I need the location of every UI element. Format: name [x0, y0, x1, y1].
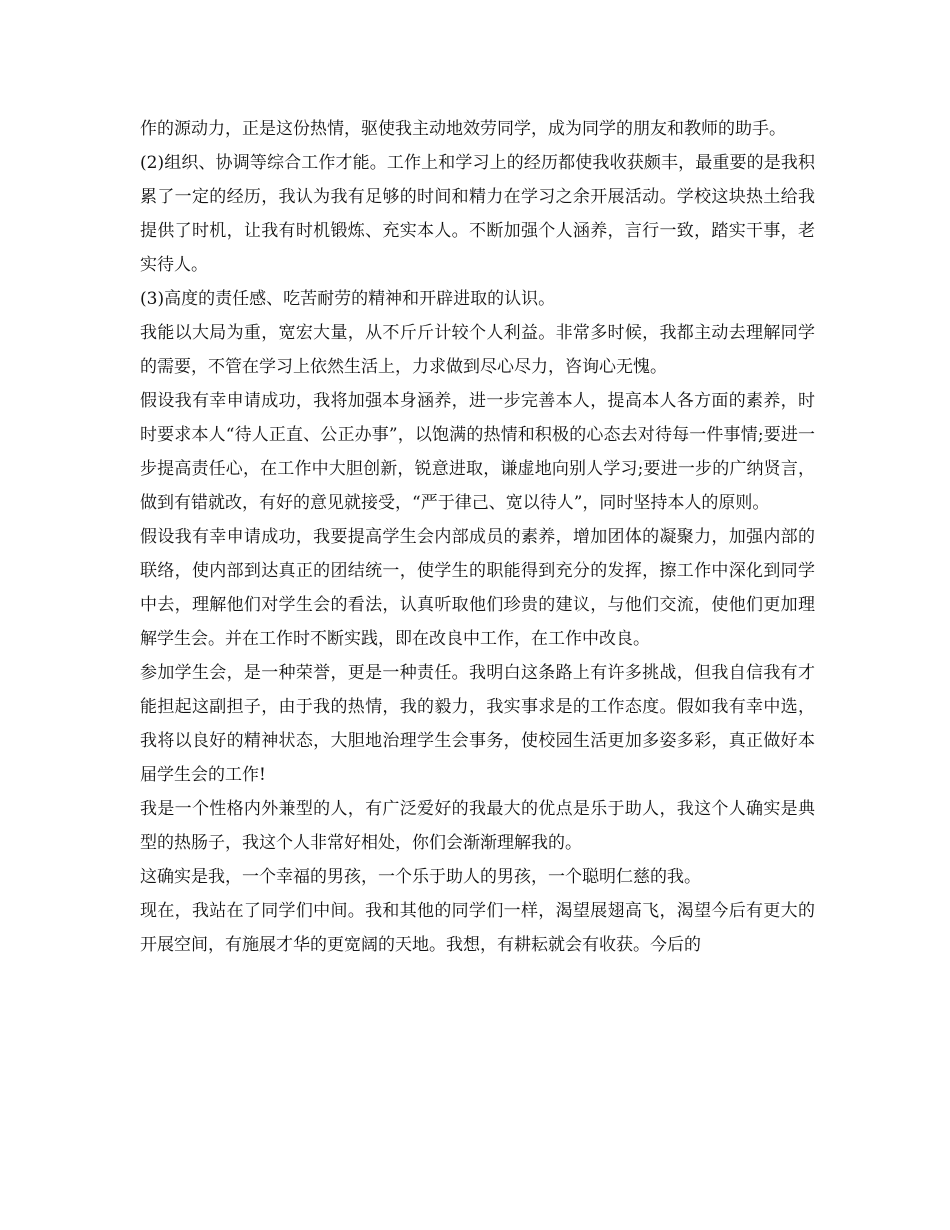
document-body: [140, 112, 815, 962]
paragraph: (2)组织、协调等综合工作才能。工作上和学习上的经历都使我收获颇丰，最重要的是我积累了一定的经历，我认为我有足够的时间和精力在学习之余开展活动。学校这块热土给我提供了时机，让我有时机锻炼、充实本人。不断加强个人涵养，言行一致，踏实干事，老实待人。: [140, 153, 815, 275]
paragraph: 我是一个性格内外兼型的人，有广泛爱好的我最大的优点是乐于助人，我这个人确实是典型的热肠子，我这个人非常好相处，你们会渐渐理解我的。: [140, 799, 815, 853]
paragraph: 这确实是我，一个幸福的男孩，一个乐于助人的男孩，一个聪明仁慈的我。: [140, 867, 701, 887]
paragraph: 现在，我站在了同学们中间。我和其他的同学们一样，渴望展翅高飞，渴望今后有更大的开展空间，有施展才华的更宽阔的天地。我想，有耕耘就会有收获。今后的: [140, 901, 815, 955]
paragraph: 假设我有幸申请成功，我将加强本身涵养，进一步完善本人，提高本人各方面的素养，时时要求本人“待人正直、公正办事”，以饱满的热情和积极的心态去对待每一件事情;要进一步提高责任心，在工作中大胆创新，锐意进取，谦虚地向别人学习;要进一步的广纳贤言，做到有错就改，有好的意见就接受，“严于律己、宽以待人”，同时坚持本人的原则。: [140, 391, 815, 513]
paragraph: 我能以大局为重，宽宏大量，从不斤斤计较个人利益。非常多时候，我都主动去理解同学的需要，不管在学习上依然生活上，力求做到尽心尽力，咨询心无愧。: [140, 323, 815, 377]
paragraph: 作的源动力，正是这份热情，驱使我主动地效劳同学，成为同学的朋友和教师的助手。: [140, 119, 786, 139]
paragraph: 参加学生会，是一种荣誉，更是一种责任。我明白这条路上有许多挑战，但我自信我有才能担起这副担子，由于我的热情，我的毅力，我实事求是的工作态度。假如我有幸中选，我将以良好的精神状态，大胆地治理学生会事务，使校园生活更加多姿多彩，真正做好本届学生会的工作!: [140, 663, 815, 785]
paragraph: (3)高度的责任感、吃苦耐劳的精神和开辟进取的认识。: [140, 289, 556, 309]
paragraph: 假设我有幸申请成功，我要提高学生会内部成员的素养，增加团体的凝聚力，加强内部的联络，使内部到达真正的团结统一，使学生的职能得到充分的发挥，擦工作中深化到同学中去，理解他们对学生会的看法，认真听取他们珍贵的建议，与他们交流，使他们更加理解学生会。并在工作时不断实践，即在改良中工作，在工作中改良。: [140, 527, 815, 649]
